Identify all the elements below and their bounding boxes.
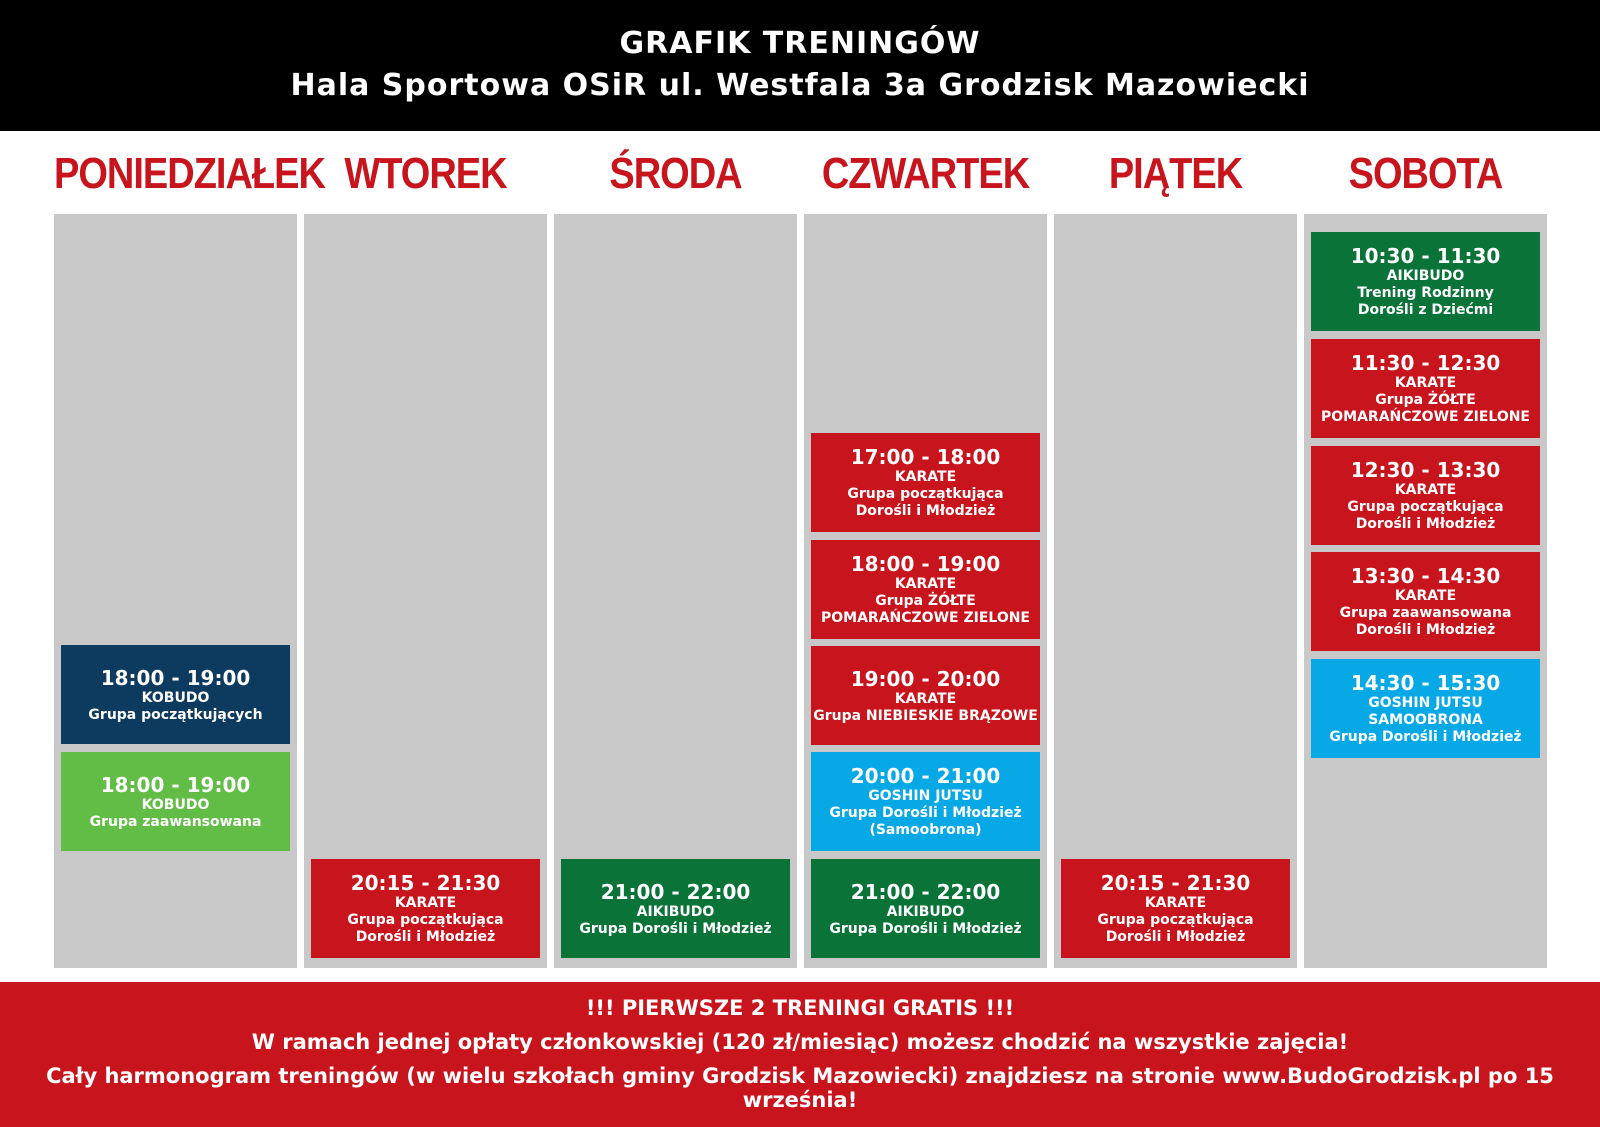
page-subtitle: Hala Sportowa OSiR ul. Westfala 3a Grodzisk Mazowiecki	[290, 68, 1310, 103]
session-group-detail: POMARAŃCZOWE ZIELONE	[821, 609, 1030, 626]
session-group: Grupa początkująca	[1097, 912, 1254, 929]
session-discipline: AIKIBUDO	[886, 903, 965, 920]
session-time: 21:00 - 22:00	[600, 879, 751, 904]
session-group: Grupa zaawansowana	[1339, 605, 1512, 622]
session-group: Trening Rodzinny	[1357, 285, 1494, 302]
session-group: Grupa początkująca	[1347, 499, 1504, 516]
session-block	[311, 859, 540, 958]
session-block	[1311, 552, 1540, 651]
session-discipline: AIKIBUDO	[1386, 268, 1465, 285]
session-audience: Dorośli i Młodzież	[1355, 515, 1496, 532]
session-block	[1311, 446, 1540, 545]
website-info: Cały harmonogram treningów (w wielu szkołach gminy Grodzisk Mazowiecki) znajdziesz na stronie www.BudoGrodzisk.pl po 15 września!	[46, 1064, 1554, 1112]
session-audience: Dorośli i Młodzież	[1105, 928, 1246, 945]
session-time: 17:00 - 18:00	[850, 445, 1001, 470]
session-block	[1061, 859, 1290, 958]
session-time: 20:00 - 21:00	[850, 764, 1001, 789]
session-block	[811, 540, 1040, 639]
session-audience: Dorośli z Dziećmi	[1357, 301, 1494, 318]
session-time: 13:30 - 14:30	[1350, 564, 1501, 589]
day-label-friday: PIĄTEK	[1108, 150, 1243, 199]
session-discipline: KARATE	[1394, 588, 1457, 605]
session-group: Grupa ŻÓŁTE	[875, 593, 976, 610]
session-discipline: KARATE	[1144, 895, 1207, 912]
session-time: 14:30 - 15:30	[1350, 671, 1501, 696]
session-discipline: KOBUDO	[141, 796, 210, 813]
day-label-tuesday: WTOREK	[344, 150, 507, 199]
session-block	[1311, 339, 1540, 438]
session-discipline: KARATE	[1394, 482, 1457, 499]
session-group: Grupa początkująca	[847, 486, 1004, 503]
session-time: 18:00 - 19:00	[100, 665, 251, 690]
session-group: Grupa zaawansowana	[89, 813, 262, 830]
session-discipline: KARATE	[894, 690, 957, 707]
session-time: 18:00 - 19:00	[850, 552, 1001, 577]
session-block	[811, 752, 1040, 851]
day-column-tuesday	[304, 214, 547, 968]
session-note: (Samoobrona)	[869, 821, 982, 838]
session-group: Grupa ŻÓŁTE	[1375, 392, 1476, 409]
footer-banner	[0, 982, 1600, 1127]
session-discipline: KARATE	[894, 576, 957, 593]
day-label-saturday: SOBOTA	[1348, 150, 1503, 199]
page-title: GRAFIK TRENINGÓW	[619, 26, 981, 61]
day-label-thursday: CZWARTEK	[821, 150, 1030, 199]
session-discipline: KARATE	[894, 469, 957, 486]
session-group: Grupa NIEBIESKIE BRĄZOWE	[813, 707, 1038, 724]
session-discipline: AIKIBUDO	[636, 903, 715, 920]
session-block	[561, 859, 790, 958]
session-time: 20:15 - 21:30	[350, 871, 501, 896]
session-audience: Dorośli i Młodzież	[1355, 621, 1496, 638]
session-time: 11:30 - 12:30	[1350, 351, 1501, 376]
session-group: Grupa Dorośli i Młodzież	[829, 920, 1022, 937]
session-block	[1311, 659, 1540, 758]
session-block	[61, 752, 290, 851]
day-label-monday: PONIEDZIAŁEK	[54, 150, 325, 199]
day-label-wednesday: ŚRODA	[609, 150, 742, 199]
session-discipline: KOBUDO	[141, 689, 210, 706]
session-group: Grupa Dorośli i Młodzież	[1329, 728, 1522, 745]
header	[0, 0, 1600, 131]
session-time: 21:00 - 22:00	[850, 879, 1001, 904]
day-column-monday	[54, 214, 297, 968]
session-time: 19:00 - 20:00	[850, 666, 1001, 691]
session-block	[1311, 232, 1540, 331]
session-time: 18:00 - 19:00	[100, 772, 251, 797]
session-group: Grupa Dorośli i Młodzież	[829, 805, 1022, 822]
session-discipline-detail: SAMOOBRONA	[1368, 712, 1483, 729]
session-audience: Dorośli i Młodzież	[855, 502, 996, 519]
session-group: Grupa Dorośli i Młodzież	[579, 920, 772, 937]
session-group-detail: POMARAŃCZOWE ZIELONE	[1321, 408, 1530, 425]
session-block	[811, 433, 1040, 532]
session-time: 12:30 - 13:30	[1350, 458, 1501, 483]
session-group: Grupa początkujących	[88, 706, 263, 723]
session-time: 20:15 - 21:30	[1100, 871, 1251, 896]
day-column-friday	[1054, 214, 1297, 968]
session-audience: Dorośli i Młodzież	[355, 928, 496, 945]
session-discipline: KARATE	[1394, 375, 1457, 392]
promo-headline: !!! PIERWSZE 2 TRENINGI GRATIS !!!	[585, 996, 1015, 1020]
session-time: 10:30 - 11:30	[1350, 244, 1501, 269]
session-block	[61, 645, 290, 744]
session-block	[811, 859, 1040, 958]
session-discipline: GOSHIN JUTSU	[1368, 695, 1483, 712]
session-group: Grupa początkująca	[347, 912, 504, 929]
membership-info: W ramach jednej opłaty członkowskiej (120 zł/miesiąc) możesz chodzić na wszystkie zajęcia!	[251, 1030, 1349, 1054]
session-discipline: KARATE	[394, 895, 457, 912]
session-block	[811, 646, 1040, 745]
session-discipline: GOSHIN JUTSU	[868, 788, 983, 805]
day-column-wednesday	[554, 214, 797, 968]
